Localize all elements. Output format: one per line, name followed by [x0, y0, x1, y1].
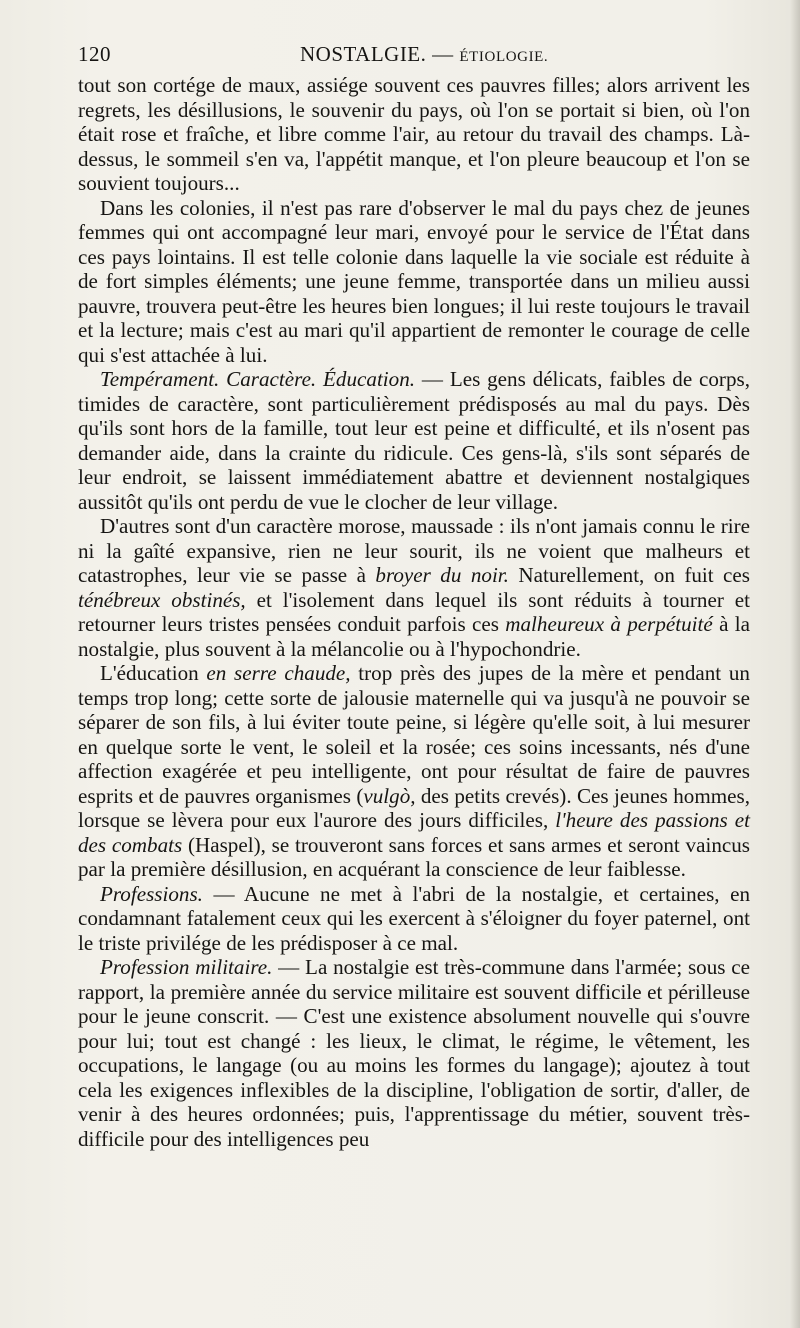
p4-italic-1: broyer du noir.: [375, 563, 509, 587]
p4-italic-2: ténébreux obstinés,: [78, 587, 246, 612]
p5-italic-1: en serre chaude,: [206, 661, 351, 685]
p5-italic-3: l'heure des passions et des combats: [78, 808, 751, 857]
paragraph-1: tout son cortége de maux, assiége souvent ces pauvres filles; alors arrivent les regrets, les désillusions, le souvenir du pays, où l'on se portait si bien, où l'on était rose et fraîche, et libre comme l'air, au retour du travail des champs. Là-dessus, le sommeil s'en va, l'appétit manque, et l'on pleure beaucoup et l'on se souvient toujours...: [78, 73, 750, 195]
paragraph-4: [78, 514, 750, 661]
paragraph-3: [78, 367, 750, 514]
p5-text-a: L'éducation: [100, 661, 207, 685]
section-heading-professions: Professions.: [100, 881, 203, 906]
paragraph-7: [78, 955, 750, 1151]
paragraph-6-text: — Aucune ne met à l'abri de la nostalgie, et certaines, en condamnant fatalement ceux qui les exercent à s'éloigner du foyer paternel, ont le triste privilége de les prédisposer à ce mal.: [78, 881, 750, 955]
paragraph-2: Dans les colonies, il n'est pas rare d'observer le mal du pays chez de jeunes femmes qui ont accompagné leur mari, envoyé pour le service de l'État dans ces pays lointains. Il est telle colonie dans laquelle la vie sociale est réduite à de fort simples éléments; une jeune femme, transportée dans un milieu aussi pauvre, trouvera peut-être les heures bien longues; il lui reste toujours le travail et la lecture; mais c'est au mari qu'il appartient de remonter le courage de celle qui s'est attachée à lui.: [78, 195, 750, 367]
running-header: [78, 42, 748, 72]
paragraph-3-text: — Les gens délicats, faibles de corps, timides de caractère, sont particulièrement prédisposés au mal du pays. Dès qu'ils sont hors de la famille, tout leur est peine et difficulté, et ils n'osent pas demander aide, dans la crainte du ridicule. Ces gens-là, s'ils sont séparés de leur endroit, se laissent immédiatement abattre et deviennent nostalgiques aussitôt qu'ils ont perdu de vue le clocher de leur village.: [78, 367, 750, 514]
p5-text-b: trop près des jupes de la mère et pendant un temps trop long; cette sorte de jalousie maternelle qui va jusqu'à ne pouvoir se séparer de son fils, à lui éviter toute peine, si légère qu'elle soit, à lui mesurer en quelque sorte le vent, le soleil et la rosée; ces soins incessants, nés d'une affection exagérée et peu intelligente, ont pour résultat de faire de pauvres esprits et de pauvres organismes (: [78, 661, 750, 808]
running-title-section: ÉTIOLOGIE.: [459, 49, 549, 65]
paragraph-5: [78, 661, 750, 882]
page-edge-shadow: [790, 0, 800, 1328]
running-title: [300, 42, 548, 67]
p5-italic-2: vulgò,: [363, 783, 416, 808]
p4-italic-3: malheureux à perpétuité: [505, 612, 713, 636]
p4-text-a: D'autres sont d'un caractère morose, maussade : ils n'ont jamais connu le rire ni la gaîté expansive, rien ne leur sourit, ils ne voient que malheurs et catastrophes, leur vie se passe à: [78, 514, 750, 587]
section-heading-profession-militaire: Profession militaire.: [100, 955, 273, 979]
page-number: 120: [78, 42, 111, 66]
paragraph-6: [78, 882, 750, 956]
p4-text-b: Naturellement, on fuit ces: [508, 563, 750, 587]
paragraph-7-text: — La nostalgie est très-commune dans l'armée; sous ce rapport, la première année du service militaire est souvent difficile et périlleuse pour le jeune conscrit. — C'est une existence absolument nouvelle qui s'ouvre pour lui; tout est changé : les lieux, le climat, le régime, le vêtement, les occupations, le langage (ou au moins les formes du langage); ajoutez à tout cela les exigences inflexibles de la discipline, l'obligation de sortir, d'aller, de venir à des heures ordonnées; puis, l'apprentissage du métier, souvent très-difficile pour des intelligences peu: [78, 955, 750, 1151]
running-title-main: NOSTALGIE. —: [300, 42, 460, 66]
p5-text-c: des petits crevés). Ces jeunes hommes, lorsque se lèvera pour eux l'aurore des jours difficiles,: [78, 783, 751, 832]
body-text: [78, 73, 750, 1151]
p4-text-d: à la nostalgie, plus souvent à la mélancolie ou à l'hypochondrie.: [78, 612, 750, 661]
section-heading-temperament: Tempérament. Caractère. Éducation.: [100, 367, 416, 391]
p5-text-d: (Haspel), se trouveront sans forces et sans armes et seront vaincus par la première désillusion, en acquérant la conscience de leur faiblesse.: [78, 832, 750, 881]
p4-text-c: et l'isolement dans lequel ils sont réduits à tourner et retourner leurs tristes pensées conduit parfois ces: [78, 587, 750, 636]
